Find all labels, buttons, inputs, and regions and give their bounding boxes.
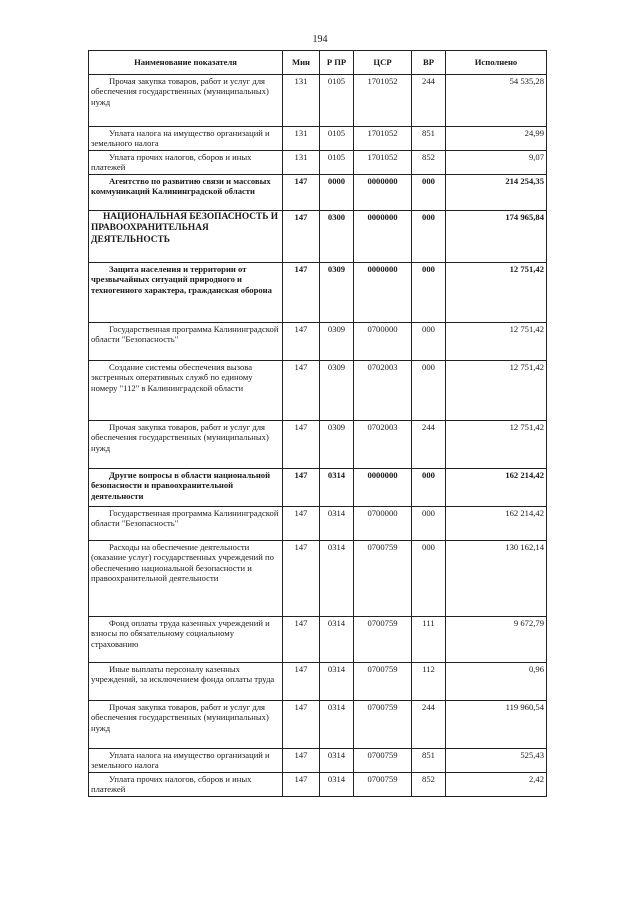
table-row (89, 541, 547, 617)
row-min: 131 (283, 127, 320, 151)
table-row (89, 421, 547, 469)
row-min: 147 (283, 323, 320, 361)
row-name: Прочая закупка товаров, работ и услуг для обеспечения государственных (муниципальных) нужд (89, 701, 283, 749)
table-row (89, 127, 547, 151)
row-csr: 0000000 (354, 263, 412, 323)
row-min: 147 (283, 663, 320, 701)
table-row (89, 211, 547, 263)
row-vr: 112 (412, 663, 446, 701)
row-rpr: 0000 (320, 175, 354, 211)
header-rpr: Р ПР (320, 51, 354, 75)
row-vr: 000 (412, 323, 446, 361)
row-vr: 852 (412, 773, 446, 797)
row-csr: 0700759 (354, 541, 412, 617)
row-rpr: 0300 (320, 211, 354, 263)
row-csr: 0700759 (354, 663, 412, 701)
row-vr: 000 (412, 507, 446, 541)
row-amount: 162 214,42 (446, 469, 547, 507)
row-name: Прочая закупка товаров, работ и услуг для обеспечения государственных (муниципальных) нужд (89, 421, 283, 469)
row-csr: 0700759 (354, 749, 412, 773)
row-rpr: 0309 (320, 421, 354, 469)
row-csr: 0702003 (354, 421, 412, 469)
row-name: Уплата налога на имущество организаций и земельного налога (89, 749, 283, 773)
row-csr: 1701052 (354, 151, 412, 175)
row-csr: 1701052 (354, 127, 412, 151)
row-amount: 525,43 (446, 749, 547, 773)
row-rpr: 0105 (320, 151, 354, 175)
row-name: Уплата прочих налогов, сборов и иных платежей (89, 773, 283, 797)
row-amount: 9 672,79 (446, 617, 547, 663)
row-amount: 174 965,84 (446, 211, 547, 263)
table-row (89, 323, 547, 361)
row-name: Уплата налога на имущество организаций и земельного налога (89, 127, 283, 151)
row-min: 147 (283, 421, 320, 469)
row-amount: 119 960,54 (446, 701, 547, 749)
row-csr: 0000000 (354, 469, 412, 507)
row-rpr: 0314 (320, 469, 354, 507)
row-rpr: 0309 (320, 263, 354, 323)
row-name: Прочая закупка товаров, работ и услуг для обеспечения государственных (муниципальных) нужд (89, 75, 283, 127)
row-name: Создание системы обеспечения вызова экстренных оперативных служб по единому номеру "112" в Калининградской области (89, 361, 283, 421)
row-rpr: 0314 (320, 617, 354, 663)
row-name: Государственная программа Калининградской области "Безопасность" (89, 507, 283, 541)
row-name: Уплата прочих налогов, сборов и иных платежей (89, 151, 283, 175)
table-row (89, 617, 547, 663)
header-csr: ЦСР (354, 51, 412, 75)
row-min: 147 (283, 541, 320, 617)
row-vr: 851 (412, 749, 446, 773)
row-name: Расходы на обеспечение деятельности (оказание услуг) государственных учреждений по обеспечению национальной безопасности и правоохранительной деятельности (89, 541, 283, 617)
row-rpr: 0314 (320, 541, 354, 617)
row-csr: 0700000 (354, 323, 412, 361)
row-vr: 000 (412, 361, 446, 421)
table-row (89, 663, 547, 701)
table-header-row (89, 51, 547, 75)
table-row (89, 507, 547, 541)
row-csr: 0000000 (354, 175, 412, 211)
table-row (89, 175, 547, 211)
row-vr: 111 (412, 617, 446, 663)
row-amount: 54 535,28 (446, 75, 547, 127)
row-name: НАЦИОНАЛЬНАЯ БЕЗОПАСНОСТЬ И ПРАВООХРАНИТЕЛЬНАЯ ДЕЯТЕЛЬНОСТЬ (89, 211, 283, 263)
row-min: 147 (283, 175, 320, 211)
table-row (89, 361, 547, 421)
row-vr: 244 (412, 75, 446, 127)
row-rpr: 0314 (320, 663, 354, 701)
row-amount: 2,42 (446, 773, 547, 797)
row-rpr: 0314 (320, 749, 354, 773)
row-csr: 0700759 (354, 701, 412, 749)
table-row (89, 263, 547, 323)
row-vr: 000 (412, 263, 446, 323)
row-rpr: 0309 (320, 323, 354, 361)
row-name: Другие вопросы в области национальной безопасности и правоохранительной деятельности (89, 469, 283, 507)
row-min: 147 (283, 469, 320, 507)
header-name: Наименование показателя (89, 51, 283, 75)
row-min: 147 (283, 617, 320, 663)
row-vr: 000 (412, 469, 446, 507)
row-csr: 1701052 (354, 75, 412, 127)
row-csr: 0700000 (354, 507, 412, 541)
row-amount: 214 254,35 (446, 175, 547, 211)
row-min: 147 (283, 361, 320, 421)
row-amount: 9,07 (446, 151, 547, 175)
row-vr: 244 (412, 701, 446, 749)
header-vr: ВР (412, 51, 446, 75)
row-vr: 000 (412, 211, 446, 263)
row-vr: 852 (412, 151, 446, 175)
row-csr: 0000000 (354, 211, 412, 263)
table-body (89, 75, 547, 797)
row-min: 147 (283, 749, 320, 773)
row-rpr: 0105 (320, 75, 354, 127)
row-name: Агентство по развитию связи и массовых коммуникаций Калининградской области (89, 175, 283, 211)
row-vr: 000 (412, 175, 446, 211)
row-name: Защита населения и территории от чрезвычайных ситуаций природного и техногенного характера, гражданская оборона (89, 263, 283, 323)
row-min: 147 (283, 507, 320, 541)
table-row (89, 75, 547, 127)
row-rpr: 0105 (320, 127, 354, 151)
table-row (89, 773, 547, 797)
row-amount: 130 162,14 (446, 541, 547, 617)
row-vr: 000 (412, 541, 446, 617)
row-vr: 244 (412, 421, 446, 469)
row-csr: 0700759 (354, 773, 412, 797)
row-amount: 0,96 (446, 663, 547, 701)
row-min: 147 (283, 701, 320, 749)
row-amount: 162 214,42 (446, 507, 547, 541)
row-amount: 12 751,42 (446, 263, 547, 323)
row-amount: 12 751,42 (446, 421, 547, 469)
row-min: 131 (283, 75, 320, 127)
budget-execution-table (88, 50, 547, 797)
row-name: Иные выплаты персоналу казенных учреждений, за исключением фонда оплаты труда (89, 663, 283, 701)
page-number: 194 (312, 34, 328, 45)
row-rpr: 0309 (320, 361, 354, 421)
row-name: Государственная программа Калининградской области "Безопасность" (89, 323, 283, 361)
row-min: 147 (283, 773, 320, 797)
header-amount: Исполнено (446, 51, 547, 75)
row-rpr: 0314 (320, 507, 354, 541)
table-row (89, 469, 547, 507)
header-min: Мин (283, 51, 320, 75)
row-rpr: 0314 (320, 773, 354, 797)
row-name: Фонд оплаты труда казенных учреждений и взносы по обязательному социальному страхованию (89, 617, 283, 663)
row-amount: 24,99 (446, 127, 547, 151)
row-amount: 12 751,42 (446, 361, 547, 421)
table-row (89, 749, 547, 773)
row-min: 147 (283, 211, 320, 263)
row-amount: 12 751,42 (446, 323, 547, 361)
row-min: 131 (283, 151, 320, 175)
row-min: 147 (283, 263, 320, 323)
row-rpr: 0314 (320, 701, 354, 749)
table-row (89, 701, 547, 749)
row-csr: 0700759 (354, 617, 412, 663)
table-row (89, 151, 547, 175)
row-vr: 851 (412, 127, 446, 151)
row-csr: 0702003 (354, 361, 412, 421)
